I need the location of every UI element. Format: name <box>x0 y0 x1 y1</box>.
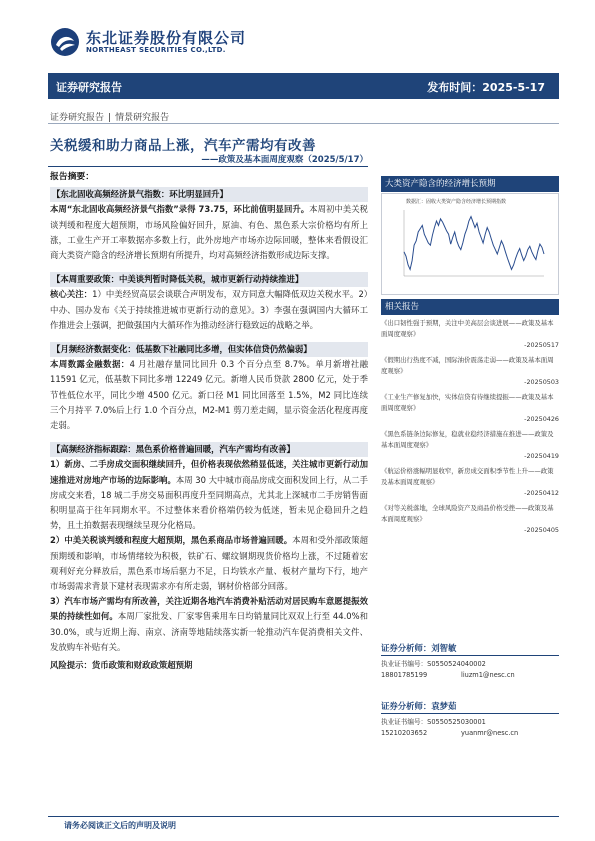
section-paragraph <box>50 533 368 594</box>
footer-disclaimer: 请务必阅读正文后的声明及说明 <box>64 821 176 830</box>
analyst-license <box>381 659 559 670</box>
analyst-name: 证券分析师：袁梦茹 <box>381 700 559 714</box>
section-heading: 【高频经济指标跟踪：黑色系价格普遍回暖，汽车产需均有改善】 <box>50 442 368 457</box>
report-subtitle: ——政策及基本面周度观察（2025/5/17） <box>201 155 368 165</box>
paragraph-lead: 2）中美关税谈判缓和程度大超预期，黑色系商品市场普遍回暖。 <box>50 535 293 546</box>
paragraph-lead: 本周数露金融数据： <box>50 359 130 370</box>
analyst-card <box>381 642 559 681</box>
related-report-title[interactable]: 《航运价格涨幅明显收窄，新房成交面积季节性上升——政策及基本面周度观察》 <box>381 467 554 486</box>
section-paragraph <box>50 202 368 263</box>
license-label: 执业证书编号： <box>381 718 428 726</box>
related-report-title[interactable]: 《对等关税落地，全球风险资产及商品价格受挫——政策及基本面周度观察》 <box>381 504 554 523</box>
analyst-phone: 18801785199 <box>381 671 428 679</box>
summary-heading: 报告摘要： <box>50 172 94 182</box>
related-reports-list <box>381 318 559 540</box>
section-paragraph <box>50 357 368 433</box>
related-report-title[interactable]: 《出口韧性强于预期，关注中美高层会谈进展——政策及基本面周度观察》 <box>381 319 554 338</box>
paragraph-body: 4 月社融存量同比回升 0.3 个百分点至 8.7%。单月新增社融 11591 亿元，低基数下同比多增 12249 亿元。新增人民币贷款 2800 亿元，处于季节性低位水平，同比少增 4500 亿元。新口径 M1 同比回落至 1.5%，M2 同比连续三个月持平 7.0%后上行 1.0 个百分点，M2-M1 剪刀差走阔，显示资金活化程度再度走弱。 <box>50 359 368 431</box>
paragraph-lead: 3）汽车市场产需均有所改善，关注近期各地汽车消费补贴活动对居民购车意愿提振效果的持续性如何。 <box>50 596 368 622</box>
license-number: S0550524040002 <box>427 660 486 668</box>
breadcrumb-item: 情景研究报告 <box>115 113 170 123</box>
license-label: 执业证书编号： <box>381 660 428 668</box>
analyst-card <box>381 700 559 739</box>
related-report-date: -20250412 <box>524 489 559 497</box>
paragraph-lead: 1）新房、二手房成交面积继续回升，但价格表现依然稍显低迷，关注城市更新行动加速推进对房地产市场的边际影响。 <box>50 459 368 485</box>
related-report-title[interactable]: 《工业生产修复加快，实体信贷有待继续提振——政策及基本面周度观察》 <box>381 393 554 412</box>
analyst-contact <box>381 728 559 739</box>
related-reports-heading: 相关报告 <box>381 299 559 315</box>
chart-title: 数据汇：固收大类资产隐含经济增长预期指数 <box>406 199 507 205</box>
analyst-phone: 15210203652 <box>381 729 428 737</box>
publish-date: 发布时间：2025-5-17 <box>427 81 545 94</box>
breadcrumb-separator: | <box>108 113 112 123</box>
related-report-date: -20250517 <box>524 341 559 349</box>
divider <box>48 166 368 167</box>
paragraph-body: 本周初中美关税谈判缓和程度大超预期，市场风险偏好回升，原油、有色、黑色系大宗价格均有所上涨，工业生产开工率数据亦多数上行，此外房地产市场亦边际回暖，整体来看假设汇商大类资产隐含的经济增长预期有所提升，均对高频经济指数形成边际支撑。 <box>50 204 368 261</box>
paragraph-lead: 核心关注： <box>50 289 93 300</box>
section-heading: 【东北固收高频经济景气指数：环比明显回升】 <box>50 187 368 202</box>
report-title: 关税缓和助力商品上涨，汽车产需均有改善 <box>50 138 316 154</box>
paragraph-lead: 本周“东北固收高频经济景气指数”录得 73.75，环比前值明显回升。 <box>50 204 310 215</box>
related-report-date: -20250419 <box>524 452 559 460</box>
related-report-title[interactable]: 《假期出行热度不减，国际油价震荡走弱——政策及基本面周度观察》 <box>381 356 554 375</box>
license-number: S0550525030001 <box>427 718 486 726</box>
brand-logo-icon <box>50 27 80 57</box>
section-heading: 【月频经济数据变化：低基数下社融同比多增，但实体信贷仍然偏弱】 <box>50 342 368 357</box>
footer-divider <box>48 816 559 817</box>
related-report-date: -20250405 <box>524 526 559 534</box>
divider <box>48 123 559 124</box>
brand-name-en: NORTHEAST SECURITIES CO.,LTD. <box>86 46 226 54</box>
paragraph-body: 本周厂家批发、厂家零售乘用车日均销量同比双双上行至 44.0%和 30.0%，或与近期上海、南京、济南等地陆续落实新一轮推动汽车促消费相关文件、发放购车补贴有关。 <box>50 611 369 652</box>
analyst-name: 证券分析师：刘智敏 <box>381 642 559 656</box>
report-type-label: 证券研究报告 <box>56 81 122 94</box>
related-report-date: -20250426 <box>524 415 559 423</box>
related-report-title[interactable]: 《黑色系链条边际修复，稳就业稳经济措施在推进——政策及基本面周度观察》 <box>381 430 554 449</box>
chart-plot <box>382 194 558 294</box>
paragraph-body: 本周和受外部政策超预期缓和影响，市场情绪较为积极，铁矿石、螺纹钢期现货价格均上涨，不过随着宏观利好充分释放后，黑色系市场后驱力不足，日均铁水产量、板材产量均下行，地产市场弱需求背景下建材表现需求亦有所走弱，钢材价格部分回落。 <box>50 535 369 592</box>
section-paragraph <box>50 594 368 655</box>
related-report-date: -20250503 <box>524 378 559 386</box>
analyst-license <box>381 717 559 728</box>
risk-warning: 风险提示：货币政策和财政政策超预期 <box>50 660 193 671</box>
analyst-email[interactable]: yuanmr@nesc.cn <box>461 729 519 737</box>
chart-heading: 大类资产隐含的经济增长预期 <box>381 176 559 192</box>
report-summary <box>50 170 368 673</box>
paragraph-body: 本周 30 大中城市商品房成交面积发回上行，从二手房成交来看，18 城二手房交易面积再度升至同期高点，尤其北上深城市二手房销售面积明显高于往年同期水平。不过整体来看价格端仍较为低迷，暂未见企稳回升之趋势，且土拍数据表现继续呈现分化格局。 <box>50 474 369 531</box>
analyst-email[interactable]: liuzm1@nesc.cn <box>461 671 515 679</box>
chart-series-line <box>404 217 544 270</box>
brand-name-cn: 东北证券股份有限公司 <box>86 29 247 47</box>
section-heading: 【本周重要政策：中美谈判暂时降低关税，城市更新行动持续推进】 <box>50 272 368 287</box>
section-paragraph <box>50 457 368 533</box>
section-paragraph <box>50 287 368 333</box>
analyst-contact <box>381 670 559 681</box>
breadcrumb <box>50 110 169 123</box>
growth-expectation-chart <box>381 193 559 295</box>
breadcrumb-item: 证券研究报告 <box>50 113 105 123</box>
paragraph-body: 1）中美经贸高层会谈联合声明发布，双方同意大幅降低双边关税水平。2）中办、国办发布《关于持续推进城市更新行动的意见》。3）李强在强调国内大循环工作推进会上强调，把做强国内大循环作为推动经济行稳致远的战略之举。 <box>50 289 368 330</box>
